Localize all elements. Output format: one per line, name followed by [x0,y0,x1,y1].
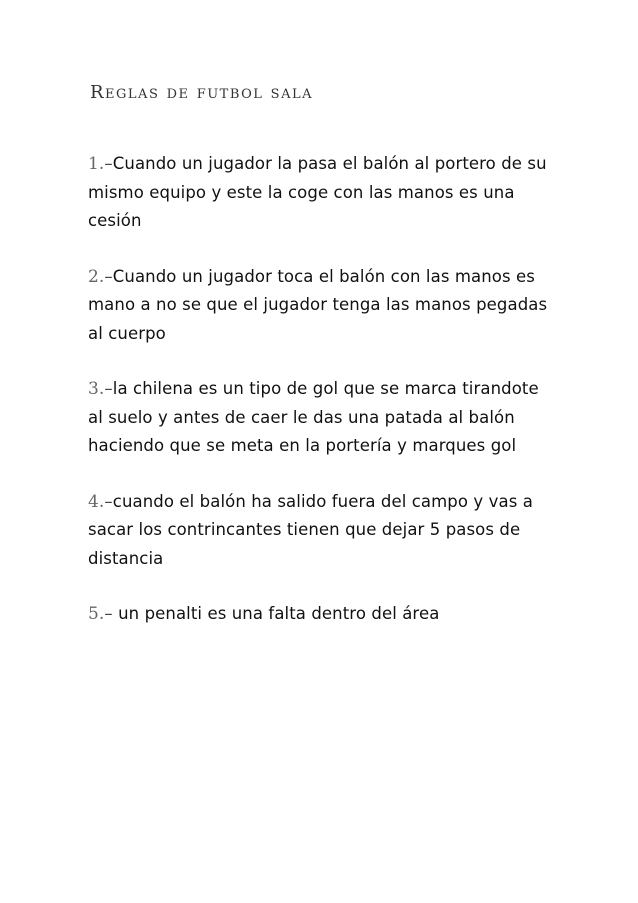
rule-item-5 [88,600,558,629]
rule-separator: – [104,491,113,511]
rule-text: Cuando un jugador la pasa el balón al portero de su mismo equipo y este la coge con las manos es una cesión [88,154,547,230]
document-title: Reglas de futbol sala [90,82,313,103]
rule-number: 4. [88,491,105,512]
rule-number: 5. [88,604,105,624]
rule-separator: – [104,266,113,286]
rule-item-1 [88,150,558,236]
rule-item-4 [88,488,558,574]
rule-text: cuando el balón ha salido fuera del campo y vas a sacar los contrincantes tienen que dejar 5 pasos de distancia [88,491,533,568]
rule-text: la chilena es un tipo de gol que se marca tirandote al suelo y antes de caer le das una patada al balón haciendo que se meta en la portería y marques gol [88,379,539,455]
rule-number: 2. [88,266,105,287]
rule-separator: – [104,604,119,623]
rule-item-3 [88,375,558,461]
rule-separator: – [104,154,113,173]
rule-text: Cuando un jugador toca el balón con las manos es mano a no se que el jugador tenga las manos pegadas al cuerpo [88,266,548,343]
rule-text: un penalti es una falta dentro del área [118,604,440,623]
rule-number: 1. [88,154,105,174]
rule-separator: – [104,379,113,398]
rules-list [88,150,558,656]
rule-item-2 [88,263,558,349]
rule-number: 3. [88,379,105,399]
